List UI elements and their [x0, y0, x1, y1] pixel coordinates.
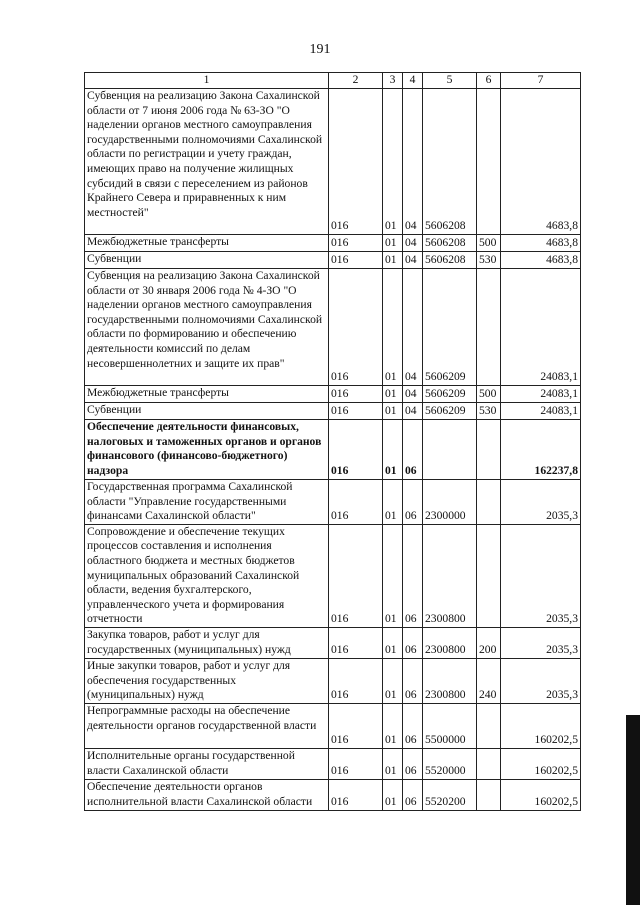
ministry-code: 016 [329, 403, 383, 420]
row-name: Иные закупки товаров, работ и услуг для обеспечения государственных (муниципальных) нужд [85, 658, 329, 703]
ministry-code: 016 [329, 386, 383, 403]
expense-type-code [477, 703, 501, 748]
section-code: 01 [383, 386, 403, 403]
amount: 4683,8 [501, 235, 581, 252]
expense-type-code [477, 524, 501, 627]
row-name: Сопровождение и обеспечение текущих процессов составления и исполнения областного бюджета и местных бюджетов муниципальных образований Сахалинской области, ведения бухгалтерского, управленческого учета и формирования отчетности [85, 524, 329, 627]
target-code: 2300800 [423, 627, 477, 658]
target-code: 5606209 [423, 403, 477, 420]
target-code: 5520000 [423, 748, 477, 779]
section-code: 01 [383, 269, 403, 386]
table-row [85, 748, 581, 779]
row-name: Закупка товаров, работ и услуг для государственных (муниципальных) нужд [85, 627, 329, 658]
header-cell: 1 [85, 73, 329, 89]
subsection-code: 04 [403, 386, 423, 403]
subsection-code: 04 [403, 269, 423, 386]
ministry-code: 016 [329, 779, 383, 810]
row-name: Непрограммные расходы на обеспечение деятельности органов государственной власти [85, 703, 329, 748]
header-cell: 2 [329, 73, 383, 89]
target-code [423, 420, 477, 480]
section-code: 01 [383, 703, 403, 748]
subsection-code: 04 [403, 252, 423, 269]
header-cell: 6 [477, 73, 501, 89]
amount: 2035,3 [501, 658, 581, 703]
table-row [85, 386, 581, 403]
amount: 160202,5 [501, 779, 581, 810]
ministry-code: 016 [329, 269, 383, 386]
table-row [85, 480, 581, 525]
target-code: 2300800 [423, 658, 477, 703]
subsection-code: 06 [403, 480, 423, 525]
section-code: 01 [383, 480, 403, 525]
table-row [85, 627, 581, 658]
row-name: Обеспечение деятельности органов исполнительной власти Сахалинской области [85, 779, 329, 810]
budget-table [84, 72, 581, 811]
subsection-code: 06 [403, 703, 423, 748]
amount: 2035,3 [501, 627, 581, 658]
section-code: 01 [383, 252, 403, 269]
ministry-code: 016 [329, 703, 383, 748]
scan-edge-mark [626, 715, 640, 905]
header-cell: 5 [423, 73, 477, 89]
subsection-code: 06 [403, 658, 423, 703]
page-number: 191 [309, 42, 331, 57]
expense-type-code [477, 269, 501, 386]
target-code: 5606208 [423, 252, 477, 269]
amount: 2035,3 [501, 480, 581, 525]
subsection-code: 06 [403, 627, 423, 658]
expense-type-code: 530 [477, 403, 501, 420]
table-row [85, 779, 581, 810]
target-code: 5520200 [423, 779, 477, 810]
table-row [85, 252, 581, 269]
expense-type-code [477, 748, 501, 779]
table-row [85, 235, 581, 252]
section-code: 01 [383, 403, 403, 420]
table-row [85, 524, 581, 627]
ministry-code: 016 [329, 524, 383, 627]
section-code: 01 [383, 627, 403, 658]
ministry-code: 016 [329, 420, 383, 480]
ministry-code: 016 [329, 480, 383, 525]
expense-type-code: 240 [477, 658, 501, 703]
section-code: 01 [383, 658, 403, 703]
target-code: 5606208 [423, 89, 477, 235]
row-name: Государственная программа Сахалинской области "Управление государственными финансами Сахалинской области" [85, 480, 329, 525]
ministry-code: 016 [329, 627, 383, 658]
expense-type-code [477, 779, 501, 810]
section-code: 01 [383, 235, 403, 252]
section-code: 01 [383, 748, 403, 779]
ministry-code: 016 [329, 235, 383, 252]
table-row [85, 269, 581, 386]
header-cell: 4 [403, 73, 423, 89]
header-cell: 3 [383, 73, 403, 89]
target-code: 2300800 [423, 524, 477, 627]
subsection-code: 06 [403, 779, 423, 810]
target-code: 5606209 [423, 386, 477, 403]
subsection-code: 06 [403, 420, 423, 480]
subsection-code: 04 [403, 235, 423, 252]
row-name: Обеспечение деятельности финансовых, налоговых и таможенных органов и органов финансового (финансово-бюджетного) надзора [85, 420, 329, 480]
amount: 24083,1 [501, 269, 581, 386]
expense-type-code [477, 480, 501, 525]
row-name: Субвенция на реализацию Закона Сахалинской области от 30 января 2006 года № 4-ЗО "О наделении органов местного самоуправления государственными полномочиями Сахалинской области по формированию и обеспечению деятельности комиссий по делам несовершеннолетних и защите их прав" [85, 269, 329, 386]
expense-type-code: 500 [477, 386, 501, 403]
target-code: 5500000 [423, 703, 477, 748]
row-name: Межбюджетные трансферты [85, 386, 329, 403]
section-code: 01 [383, 420, 403, 480]
section-code: 01 [383, 779, 403, 810]
row-name: Субвенции [85, 403, 329, 420]
subsection-code: 06 [403, 748, 423, 779]
ministry-code: 016 [329, 252, 383, 269]
ministry-code: 016 [329, 658, 383, 703]
expense-type-code [477, 420, 501, 480]
expense-type-code: 530 [477, 252, 501, 269]
header-row [85, 73, 581, 89]
subsection-code: 04 [403, 89, 423, 235]
section-code: 01 [383, 524, 403, 627]
row-name: Исполнительные органы государственной власти Сахалинской области [85, 748, 329, 779]
table-row [85, 658, 581, 703]
amount: 4683,8 [501, 89, 581, 235]
expense-type-code: 200 [477, 627, 501, 658]
ministry-code: 016 [329, 748, 383, 779]
subsection-code: 04 [403, 403, 423, 420]
amount: 24083,1 [501, 403, 581, 420]
amount: 4683,8 [501, 252, 581, 269]
row-name: Межбюджетные трансферты [85, 235, 329, 252]
target-code: 2300000 [423, 480, 477, 525]
amount: 2035,3 [501, 524, 581, 627]
target-code: 5606208 [423, 235, 477, 252]
header-cell: 7 [501, 73, 581, 89]
subsection-code: 06 [403, 524, 423, 627]
table-row [85, 89, 581, 235]
amount: 160202,5 [501, 748, 581, 779]
expense-type-code [477, 89, 501, 235]
ministry-code: 016 [329, 89, 383, 235]
table-row [85, 403, 581, 420]
amount: 162237,8 [501, 420, 581, 480]
amount: 24083,1 [501, 386, 581, 403]
table-row [85, 420, 581, 480]
section-code: 01 [383, 89, 403, 235]
row-name: Субвенция на реализацию Закона Сахалинской области от 7 июня 2006 года № 63-ЗО "О наделении органов местного самоуправления государственными полномочиями Сахалинской области по регистрации и учету граждан, имеющих право на получение жилищных субсидий в связи с переселением из районов Крайнего Севера и приравненных к ним местностей" [85, 89, 329, 235]
amount: 160202,5 [501, 703, 581, 748]
row-name: Субвенции [85, 252, 329, 269]
target-code: 5606209 [423, 269, 477, 386]
expense-type-code: 500 [477, 235, 501, 252]
table-row [85, 703, 581, 748]
